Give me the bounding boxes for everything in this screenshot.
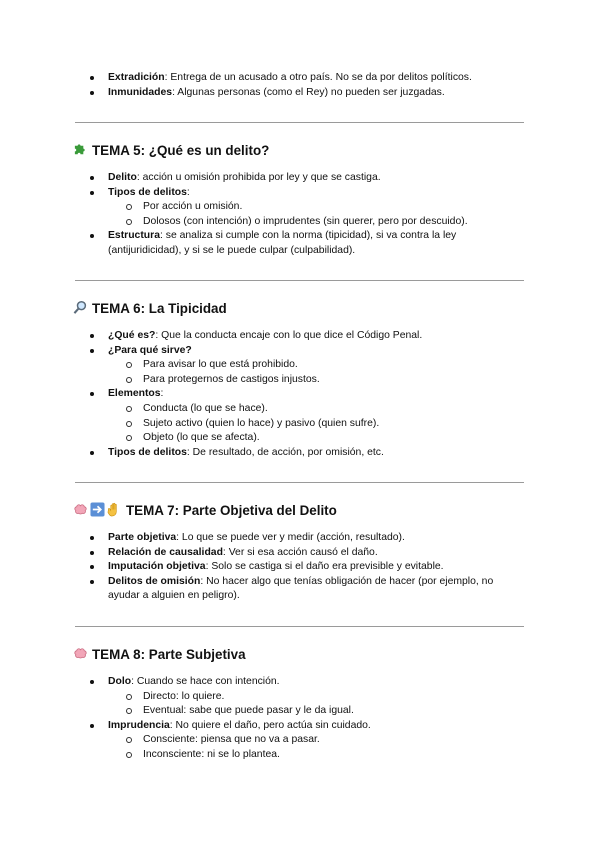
hand-icon (107, 502, 122, 522)
sub-list-item: Consciente: piensa que no va a pasar. (108, 733, 528, 748)
sub-list-item: Por acción u omisión. (108, 200, 528, 215)
right-arrow-icon (90, 502, 105, 522)
magnifier-icon (73, 300, 88, 320)
divider (75, 280, 524, 281)
list-item: Tipos de delitos: De resultado, de acción, por omisión, etc. (73, 446, 528, 461)
list-item: Elementos: Conducta (lo que se hace). Sujeto activo (quien lo hace) y pasivo (quien sufre). Objeto (lo que se afecta). (73, 387, 528, 445)
brain-icon (73, 646, 88, 666)
sub-list-item: Para avisar lo que está prohibido. (108, 358, 528, 373)
sub-list-item: Eventual: sabe que puede pasar y le da igual. (108, 704, 528, 719)
list-item: Delito: acción u omisión prohibida por ley y que se castiga. (73, 171, 528, 186)
puzzle-icon (73, 142, 88, 162)
list-item: Parte objetiva: Lo que se puede ver y medir (acción, resultado). (73, 531, 528, 546)
tema8-list (73, 675, 528, 763)
list-item: Delitos de omisión: No hacer algo que tenías obligación de hacer (por ejemplo, no ayudar a alguien en peligro). (73, 575, 528, 604)
list-item: Inmunidades: Algunas personas (como el Rey) no pueden ser juzgadas. (73, 86, 528, 101)
list-item: Relación de causalidad: Ver si esa acción causó el daño. (73, 546, 528, 561)
sub-list-item: Sujeto activo (quien lo hace) y pasivo (quien sufre). (108, 417, 528, 432)
sub-list-item: Inconsciente: ni se lo plantea. (108, 748, 528, 763)
list-item: Extradición: Entrega de un acusado a otro país. No se da por delitos políticos. (73, 71, 528, 86)
sub-list-item: Para protegernos de castigos injustos. (108, 373, 528, 388)
top-list (73, 71, 528, 100)
divider (75, 626, 524, 627)
sub-list-item: Objeto (lo que se afecta). (108, 431, 528, 446)
divider (75, 482, 524, 483)
section-heading-tema5: TEMA 5: ¿Qué es un delito? (73, 142, 269, 162)
sub-list-item: Directo: lo quiere. (108, 690, 528, 705)
sub-list-item: Conducta (lo que se hace). (108, 402, 528, 417)
list-item: Tipos de delitos: Por acción u omisión. Dolosos (con intención) o imprudentes (sin querer, pero por descuido). (73, 186, 528, 230)
tema5-list (73, 171, 528, 259)
tema6-list (73, 329, 528, 460)
section-heading-tema7: TEMA 7: Parte Objetiva del Delito (73, 502, 337, 522)
list-item: Estructura: se analiza si cumple con la norma (tipicidad), si va contra la ley (antijuridicidad), y si se le puede culpar (culpabilidad). (73, 229, 528, 258)
brain-icon (73, 502, 88, 522)
list-item: ¿Qué es?: Que la conducta encaje con lo que dice el Código Penal. (73, 329, 528, 344)
list-item: Imprudencia: No quiere el daño, pero actúa sin cuidado. Consciente: piensa que no va a pasar. Inconsciente: ni se lo plantea. (73, 719, 528, 763)
list-item: Imputación objetiva: Solo se castiga si el daño era previsible y evitable. (73, 560, 528, 575)
tema7-list (73, 531, 528, 604)
list-item: Dolo: Cuando se hace con intención. Directo: lo quiere. Eventual: sabe que puede pasar y le da igual. (73, 675, 528, 719)
list-item: ¿Para qué sirve? Para avisar lo que está prohibido. Para protegernos de castigos injustos. (73, 344, 528, 388)
sub-list-item: Dolosos (con intención) o imprudentes (sin querer, pero por descuido). (108, 215, 528, 230)
section-heading-tema6: TEMA 6: La Tipicidad (73, 300, 227, 320)
divider (75, 122, 524, 123)
section-heading-tema8: TEMA 8: Parte Subjetiva (73, 646, 246, 666)
